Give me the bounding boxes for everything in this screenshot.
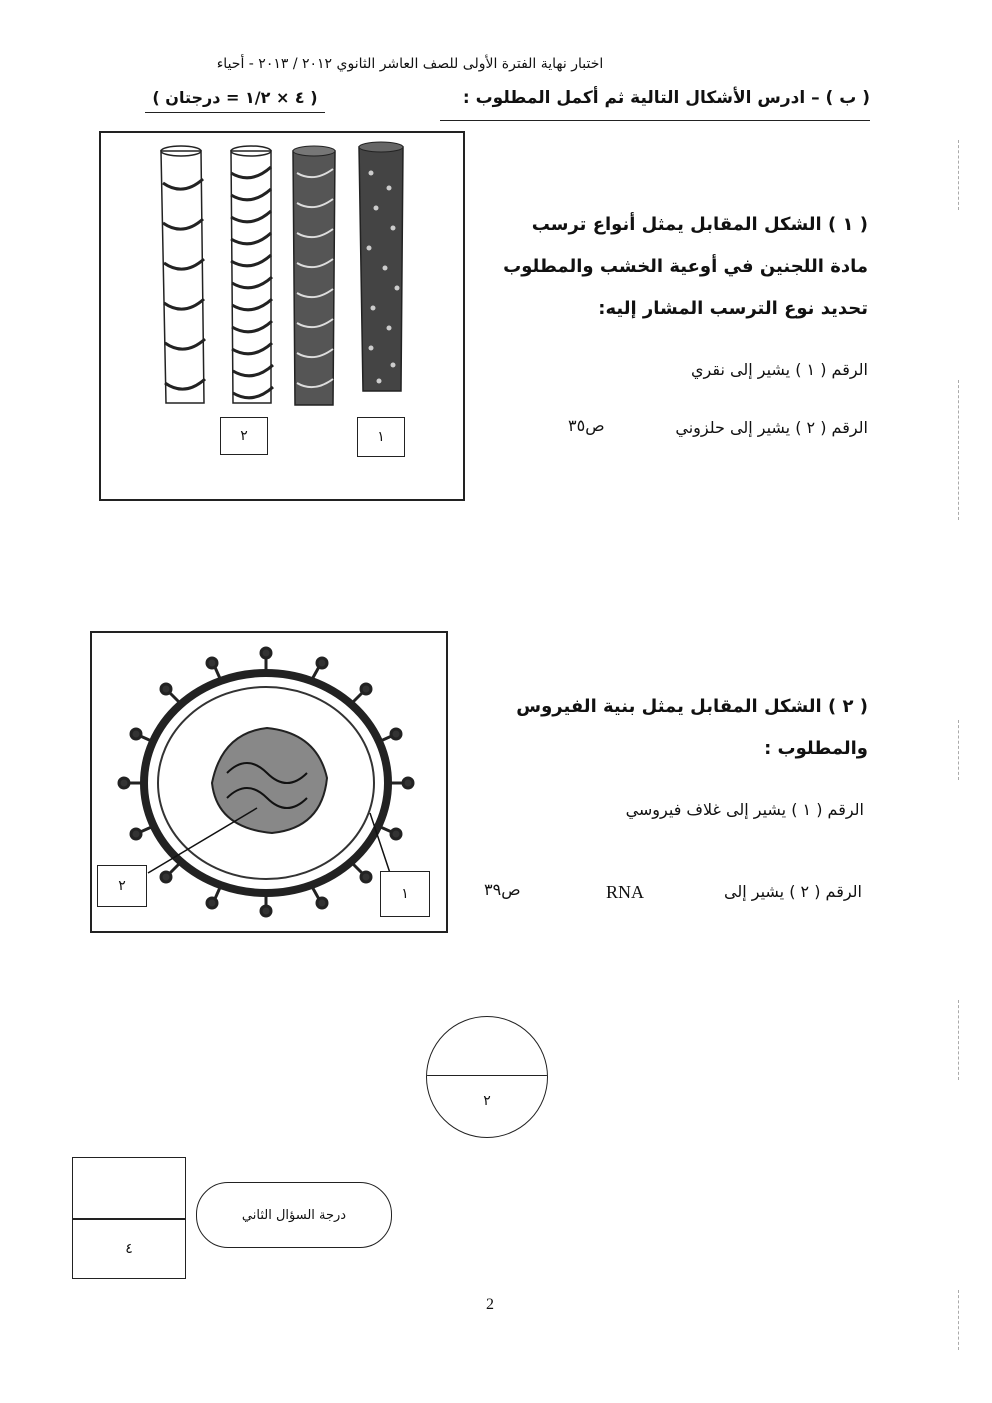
grade-box-empty — [72, 1157, 186, 1219]
scan-mark — [958, 1290, 959, 1350]
grade-box-total: ٤ — [72, 1219, 186, 1279]
q2-answer1: الرقم ( ١ ) يشير إلى غلاف فيروسي — [625, 800, 864, 819]
page-number: 2 — [486, 1296, 494, 1313]
question-grade-pill: درجة السؤال الثاني — [196, 1182, 392, 1248]
figure2-label-1: ١ — [380, 871, 430, 917]
q2-line1: ( ٢ ) الشكل المقابل يمثل بنية الفيروس — [516, 696, 868, 717]
q1-line2: مادة اللجنين في أوعية الخشب والمطلوب — [503, 256, 868, 277]
vessel-reticulate — [293, 146, 335, 405]
q1-answer2: الرقم ( ٢ ) يشير إلى حلزوني — [675, 418, 868, 437]
q2-answer2-value: RNA — [606, 882, 645, 902]
section-title: ( ب ) – ادرس الأشكال التالية ثم أكمل المطلوب : — [462, 88, 870, 108]
scan-mark — [958, 720, 959, 780]
q2-page-ref: ص٣٩ — [484, 880, 521, 899]
figure1-label-2: ٢ — [220, 417, 268, 455]
score-circle-value: ٢ — [483, 1093, 491, 1109]
vessel-pitted — [359, 142, 403, 391]
figure1-label-1: ١ — [357, 417, 405, 457]
q1-page-ref: ص٣٥ — [568, 416, 605, 435]
xylem-figure — [99, 131, 465, 501]
q2-line2: والمطلوب : — [764, 738, 868, 759]
figure2-label-2: ٢ — [97, 865, 147, 907]
scan-mark — [958, 380, 959, 520]
q1-line1: ( ١ ) الشكل المقابل يمثل أنواع ترسب — [531, 214, 868, 235]
marks-underline — [145, 112, 325, 113]
q1-answer1: الرقم ( ١ ) يشير إلى نقري — [691, 360, 868, 379]
scan-mark — [958, 140, 959, 210]
xylem-vessels-illustration — [101, 133, 463, 499]
vessel-annular — [161, 146, 205, 403]
score-circle-divider — [427, 1075, 547, 1076]
title-underline — [440, 120, 870, 121]
marks-note: ( ٤ × ١/٢ = درجتان ) — [152, 88, 318, 107]
vessel-spiral — [231, 146, 273, 403]
q1-line3: تحديد نوع الترسب المشار إليه: — [598, 298, 868, 319]
score-circle — [426, 1016, 548, 1138]
scan-mark — [958, 1000, 959, 1080]
q2-answer2-prefix: الرقم ( ٢ ) يشير إلى — [724, 882, 862, 901]
exam-header: اختبار نهاية الفترة الأولى للصف العاشر الثانوي ٢٠١٢ / ٢٠١٣ - أحياء — [216, 56, 604, 72]
